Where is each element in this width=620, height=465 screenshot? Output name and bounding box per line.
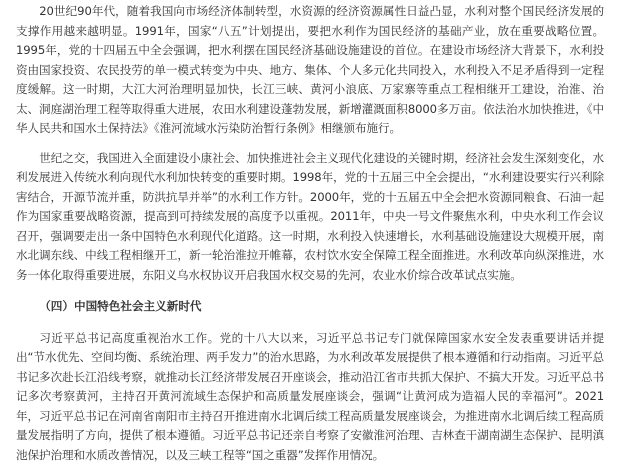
paragraph-turn-of-century: 世纪之交，我国进入全面建设小康社会、加快推进社会主义现代化建设的关键时期，经济社会发生深刻变化，水利发展进入传统水利向现代水利加快转变的重要时期。1998年，党的十五届三中全会提出，“水利建设要实行兴利除害结合，开源节流并重，防洪抗旱并举”的水利工作方针。2000年，党的十五届五中全会把水资源同粮食、石油一起作为国家重要战略资源，提高到可持续发展的高度予以重视。2011年，中央一号文件聚焦水利，中央水利工作会议召开，强调要走出一条中国特色水利现代化道路。这一时期，水利投入快速增长，水利基础设施建设大规模开展，南水北调东线、中线工程相继开工，新一轮治淮拉开帷幕，农村饮水安全保障工程全面推进。水利改革向纵深推进，水务一体化取得重要进展，东阳义乌水权协议开启我国水权交易的先河，农业水价综合改革试点实施。 bbox=[16, 149, 604, 286]
paragraph-new-era: 习近平总书记高度重视治水工作。党的十八大以来，习近平总书记专门就保障国家水安全发表重要讲话并提出“节水优先、空间均衡、系统治理、两手发力”的治水思路，为水利改革发展提供了根本遵循和行动指南。习近平总书记多次赴长江沿线考察，就推动长江经济带发展召开座谈会，推动沿江省市共抓大保护、不搞大开发。习近平总书记多次考察黄河，主持召开黄河流域生态保护和高质量发展座谈会，强调“让黄河成为造福人民的幸福河”。2021年，习近平总书记在河南省南阳市主持召开推进南水北调后续工程高质量发展座谈会，为推进南水北调后续工程高质量发展指明了方向，提供了根本遵循。习近平总书记还亲自考察了安徽淮河治理、吉林查干湖南湖生态保护、昆明滇池保护治理和水质改善情况，以及三峡工程等“国之重器”发挥作用情况。 bbox=[16, 329, 604, 465]
paragraph-1990s: 20世纪90年代，随着我国向市场经济体制转型，水资源的经济资源属性日益凸显，水利对整个国民经济发展的支撑作用越来越明显。1991年，国家“八五”计划提出，要把水利作为国民经济的基础产业，放在重要战略位置。1995年，党的十四届五中全会强调，把水利摆在国民经济基础设施建设的首位。在建设市场经济大背景下，水利投资由国家投资、农民投劳的单一模式转变为中央、地方、集体、个人多元化共同投入，水利投入不足矛盾得到一定程度缓解。这一时期，大江大河治理明显加快，长江三峡、黄河小浪底、万家寨等重点工程相继开工建设，治淮、治太、洞庭湖治理工程等取得重大进展，农田水利建设蓬勃发展，新增灌溉面积8000多万亩。依法治水加快推进，《中华人民共和国水土保持法》《淮河流域水污染防治暂行条例》相继颁布施行。 bbox=[16, 2, 604, 139]
section-heading: （四）中国特色社会主义新时代 bbox=[16, 297, 604, 317]
